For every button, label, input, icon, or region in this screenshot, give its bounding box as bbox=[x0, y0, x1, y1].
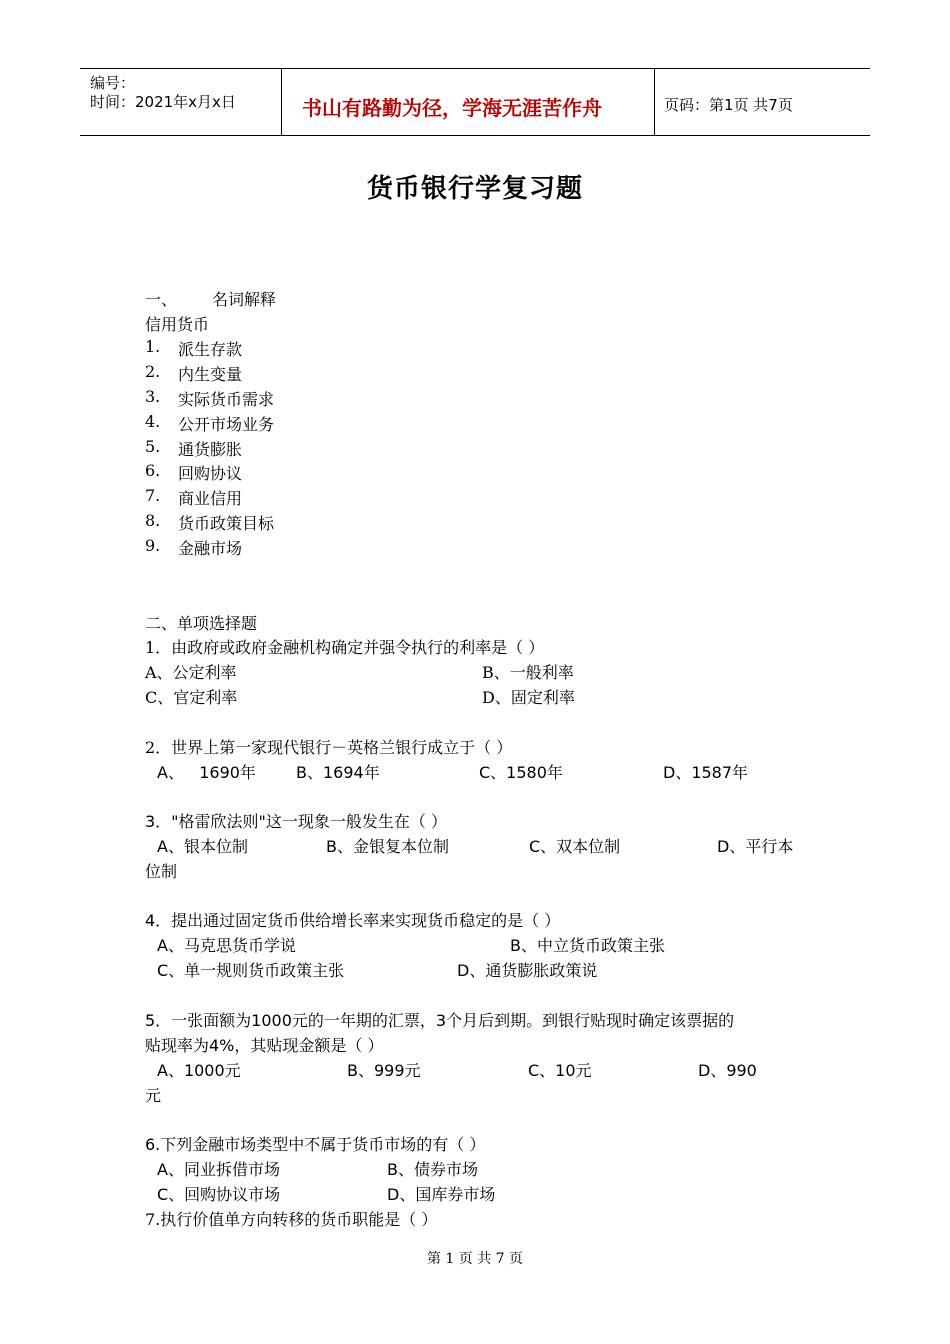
q5-stem-line2: 贴现率为4%，其贴现金额是（ ） bbox=[145, 1036, 384, 1055]
term-text: 实际货币需求 bbox=[178, 390, 275, 409]
header-rule-bottom bbox=[80, 135, 870, 136]
section1-heading-text: 名词解释 bbox=[212, 290, 277, 309]
q6-option-c: C、回购协议市场 bbox=[157, 1185, 281, 1204]
q4-option-c: C、单一规则货币政策主张 bbox=[157, 961, 345, 980]
section1-heading-num: 一、 bbox=[145, 290, 178, 309]
q6-option-d: D、国库券市场 bbox=[387, 1185, 496, 1204]
q2-option-c: C、1580年 bbox=[479, 763, 563, 782]
term-num: 2. bbox=[145, 362, 161, 381]
term-text: 货币政策目标 bbox=[178, 514, 275, 533]
q1-option-b: B、一般利率 bbox=[482, 663, 574, 682]
q2-stem: 2．世界上第一家现代银行－英格兰银行成立于（ ） bbox=[145, 738, 513, 757]
header-divider-1 bbox=[281, 68, 282, 136]
q4-stem: 4．提出通过固定货币供给增长率来实现货币稳定的是（ ） bbox=[145, 911, 561, 930]
q1-option-c: C、官定利率 bbox=[145, 688, 238, 707]
term-num: 1. bbox=[145, 337, 161, 356]
term-text: 金融市场 bbox=[178, 539, 243, 558]
q2-option-b: B、1694年 bbox=[296, 763, 380, 782]
q1-option-a: A、公定利率 bbox=[145, 663, 237, 682]
term-text: 公开市场业务 bbox=[178, 415, 275, 434]
q6-option-a: A、同业拆借市场 bbox=[157, 1160, 280, 1179]
q1-stem: 1．由政府或政府金融机构确定并强令执行的利率是（ ） bbox=[145, 638, 545, 657]
q6-option-b: B、债券市场 bbox=[387, 1160, 478, 1179]
header-page-info: 页码：第1页 共7页 bbox=[664, 96, 793, 114]
term-num: 7. bbox=[145, 486, 161, 505]
q5-stem-line1: 5．一张面额为1000元的一年期的汇票，3个月后到期。到银行贴现时确定该票据的 bbox=[145, 1011, 735, 1030]
q5-option-a: A、1000元 bbox=[157, 1061, 241, 1080]
q3-option-d-continued: 位制 bbox=[145, 862, 178, 881]
term-text: 商业信用 bbox=[178, 489, 243, 508]
term-num: 3. bbox=[145, 387, 161, 406]
q7-stem: 7.执行价值单方向转移的货币职能是（ ） bbox=[145, 1210, 438, 1229]
q4-option-a: A、马克思货币学说 bbox=[157, 936, 296, 955]
header-divider-2 bbox=[654, 68, 655, 136]
q3-option-a: A、银本位制 bbox=[157, 837, 248, 856]
header-rule-top bbox=[80, 68, 870, 69]
q5-option-c: C、10元 bbox=[528, 1061, 592, 1080]
section2-heading: 二、单项选择题 bbox=[145, 614, 258, 633]
q4-option-b: B、中立货币政策主张 bbox=[510, 936, 665, 955]
q2-option-a: A、 1690年 bbox=[157, 763, 256, 782]
term-text: 内生变量 bbox=[178, 365, 243, 384]
q1-option-d: D、固定利率 bbox=[482, 688, 575, 707]
term-num: 4. bbox=[145, 412, 161, 431]
section1-first-term: 信用货币 bbox=[145, 315, 210, 334]
page-title: 货币银行学复习题 bbox=[366, 174, 583, 204]
page-footer: 第 1 页 共 7 页 bbox=[426, 1251, 524, 1267]
term-text: 通货膨胀 bbox=[178, 440, 243, 459]
q2-option-d: D、1587年 bbox=[663, 763, 749, 782]
q3-option-c: C、双本位制 bbox=[529, 837, 621, 856]
term-text: 回购协议 bbox=[178, 464, 243, 483]
header-motto: 书山有路勤为径，学海无涯苦作舟 bbox=[302, 96, 602, 120]
q3-option-b: B、金银复本位制 bbox=[326, 837, 449, 856]
term-num: 9. bbox=[145, 536, 161, 555]
q3-stem: 3．"格雷欣法则"这一现象一般发生在（ ） bbox=[145, 812, 447, 831]
term-num: 8. bbox=[145, 511, 161, 530]
q5-option-d: D、990 bbox=[698, 1061, 757, 1080]
q3-option-d: D、平行本 bbox=[717, 837, 794, 856]
q4-option-d: D、通货膨胀政策说 bbox=[457, 961, 598, 980]
q5-option-b: B、999元 bbox=[347, 1061, 421, 1080]
term-num: 6. bbox=[145, 461, 161, 480]
term-text: 派生存款 bbox=[178, 340, 243, 359]
term-num: 5. bbox=[145, 437, 161, 456]
header-number-label: 编号： bbox=[90, 74, 136, 92]
q6-stem: 6.下列金融市场类型中不属于货币市场的有（ ） bbox=[145, 1135, 486, 1154]
header-date: 时间：2021年x月x日 bbox=[90, 93, 236, 111]
q5-option-d-continued: 元 bbox=[145, 1086, 162, 1105]
